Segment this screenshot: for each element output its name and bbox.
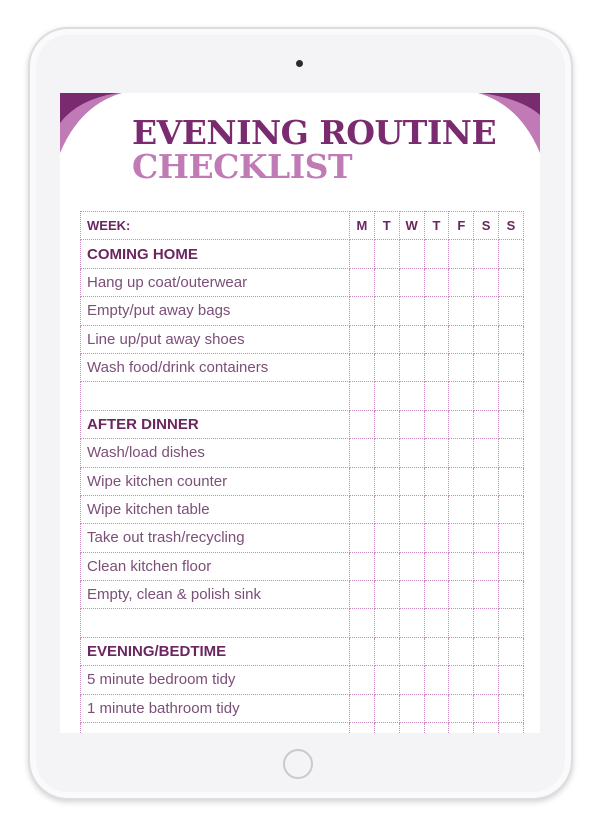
table-row (81, 694, 524, 722)
day-checkbox-cell[interactable] (350, 581, 375, 609)
day-checkbox-cell[interactable] (499, 637, 524, 665)
day-checkbox-cell[interactable] (399, 353, 424, 381)
day-checkbox-cell[interactable] (424, 552, 449, 580)
home-button[interactable] (283, 749, 313, 779)
day-checkbox-cell[interactable] (449, 723, 474, 733)
day-checkbox-cell[interactable] (350, 694, 375, 722)
day-checkbox-cell[interactable] (374, 694, 399, 722)
day-checkbox-cell[interactable] (424, 325, 449, 353)
section-heading: COMING HOME (81, 240, 350, 268)
day-checkbox-cell[interactable] (399, 467, 424, 495)
day-checkbox-cell[interactable] (424, 609, 449, 637)
day-checkbox-cell[interactable] (374, 240, 399, 268)
day-checkbox-cell[interactable] (474, 495, 499, 523)
task-label: Clean kitchen floor (81, 552, 350, 580)
day-checkbox-cell[interactable] (499, 694, 524, 722)
day-checkbox-cell[interactable] (374, 666, 399, 694)
day-checkbox-cell[interactable] (449, 581, 474, 609)
task-label: 1 minute bathroom tidy (81, 694, 350, 722)
day-checkbox-cell[interactable] (449, 240, 474, 268)
section-heading: AFTER DINNER (81, 410, 350, 438)
day-checkbox-cell[interactable] (449, 467, 474, 495)
table-row (81, 467, 524, 495)
day-checkbox-cell[interactable] (424, 240, 449, 268)
day-checkbox-cell[interactable] (474, 467, 499, 495)
day-checkbox-cell[interactable] (399, 666, 424, 694)
day-checkbox-cell[interactable] (350, 325, 375, 353)
checklist-table (80, 211, 524, 733)
table-row (81, 609, 524, 637)
day-checkbox-cell[interactable] (374, 325, 399, 353)
day-checkbox-cell[interactable] (374, 552, 399, 580)
day-checkbox-cell[interactable] (449, 353, 474, 381)
day-checkbox-cell[interactable] (350, 495, 375, 523)
day-checkbox-cell[interactable] (350, 410, 375, 438)
task-label: Empty, clean & polish sink (81, 581, 350, 609)
table-row (81, 552, 524, 580)
day-checkbox-cell[interactable] (474, 382, 499, 410)
day-header: T (424, 212, 449, 240)
day-checkbox-cell[interactable] (499, 439, 524, 467)
day-checkbox-cell[interactable] (374, 268, 399, 296)
table-row (81, 439, 524, 467)
table-row (81, 382, 524, 410)
table-row (81, 325, 524, 353)
day-checkbox-cell[interactable] (499, 495, 524, 523)
day-checkbox-cell[interactable] (399, 637, 424, 665)
day-header: M (350, 212, 375, 240)
day-checkbox-cell[interactable] (424, 495, 449, 523)
day-checkbox-cell[interactable] (474, 325, 499, 353)
day-checkbox-cell[interactable] (374, 495, 399, 523)
day-checkbox-cell[interactable] (399, 410, 424, 438)
table-row (81, 268, 524, 296)
task-label (81, 609, 350, 637)
task-label: 5 minute bedroom tidy (81, 666, 350, 694)
day-checkbox-cell[interactable] (474, 637, 499, 665)
day-checkbox-cell[interactable] (399, 240, 424, 268)
day-checkbox-cell[interactable] (399, 694, 424, 722)
day-checkbox-cell[interactable] (424, 439, 449, 467)
page-title: EVENING ROUTINE (132, 113, 497, 152)
day-checkbox-cell[interactable] (499, 297, 524, 325)
day-checkbox-cell[interactable] (374, 382, 399, 410)
day-checkbox-cell[interactable] (424, 524, 449, 552)
day-checkbox-cell[interactable] (374, 581, 399, 609)
table-row (81, 353, 524, 381)
day-checkbox-cell[interactable] (499, 609, 524, 637)
day-checkbox-cell[interactable] (350, 637, 375, 665)
day-checkbox-cell[interactable] (449, 297, 474, 325)
day-checkbox-cell[interactable] (499, 524, 524, 552)
day-checkbox-cell[interactable] (424, 353, 449, 381)
day-checkbox-cell[interactable] (350, 552, 375, 580)
day-checkbox-cell[interactable] (350, 268, 375, 296)
day-checkbox-cell[interactable] (474, 439, 499, 467)
day-checkbox-cell[interactable] (399, 382, 424, 410)
day-checkbox-cell[interactable] (350, 524, 375, 552)
section-heading-row (81, 240, 524, 268)
day-checkbox-cell[interactable] (449, 609, 474, 637)
day-checkbox-cell[interactable] (399, 297, 424, 325)
day-checkbox-cell[interactable] (449, 694, 474, 722)
day-checkbox-cell[interactable] (350, 439, 375, 467)
task-label: Wipe kitchen counter (81, 467, 350, 495)
day-checkbox-cell[interactable] (399, 495, 424, 523)
day-checkbox-cell[interactable] (424, 723, 449, 733)
day-checkbox-cell[interactable] (350, 382, 375, 410)
day-checkbox-cell[interactable] (474, 581, 499, 609)
day-checkbox-cell[interactable] (449, 382, 474, 410)
task-label: Empty/put away bags (81, 297, 350, 325)
day-header: S (474, 212, 499, 240)
day-checkbox-cell[interactable] (399, 439, 424, 467)
day-checkbox-cell[interactable] (424, 382, 449, 410)
table-row (81, 495, 524, 523)
day-checkbox-cell[interactable] (474, 297, 499, 325)
day-checkbox-cell[interactable] (399, 581, 424, 609)
day-checkbox-cell[interactable] (424, 581, 449, 609)
day-checkbox-cell[interactable] (449, 524, 474, 552)
task-label (81, 723, 350, 733)
day-checkbox-cell[interactable] (424, 268, 449, 296)
day-checkbox-cell[interactable] (374, 637, 399, 665)
day-checkbox-cell[interactable] (350, 723, 375, 733)
header-row (81, 212, 524, 240)
day-checkbox-cell[interactable] (499, 410, 524, 438)
day-checkbox-cell[interactable] (474, 353, 499, 381)
day-checkbox-cell[interactable] (350, 297, 375, 325)
day-checkbox-cell[interactable] (499, 723, 524, 733)
day-checkbox-cell[interactable] (399, 268, 424, 296)
day-checkbox-cell[interactable] (449, 268, 474, 296)
section-heading-row (81, 637, 524, 665)
day-checkbox-cell[interactable] (474, 694, 499, 722)
table-row (81, 723, 524, 733)
day-checkbox-cell[interactable] (499, 240, 524, 268)
day-checkbox-cell[interactable] (399, 723, 424, 733)
day-checkbox-cell[interactable] (374, 353, 399, 381)
day-header: S (499, 212, 524, 240)
checklist-page (60, 93, 540, 733)
day-checkbox-cell[interactable] (474, 609, 499, 637)
task-label: Wipe kitchen table (81, 495, 350, 523)
task-label: Take out trash/recycling (81, 524, 350, 552)
table-row (81, 524, 524, 552)
day-checkbox-cell[interactable] (499, 353, 524, 381)
day-checkbox-cell[interactable] (499, 268, 524, 296)
day-checkbox-cell[interactable] (474, 552, 499, 580)
day-checkbox-cell[interactable] (399, 325, 424, 353)
day-checkbox-cell[interactable] (474, 524, 499, 552)
camera-icon (296, 60, 303, 67)
day-checkbox-cell[interactable] (499, 581, 524, 609)
day-checkbox-cell[interactable] (449, 410, 474, 438)
day-checkbox-cell[interactable] (449, 325, 474, 353)
day-checkbox-cell[interactable] (399, 552, 424, 580)
day-checkbox-cell[interactable] (350, 467, 375, 495)
day-checkbox-cell[interactable] (499, 467, 524, 495)
day-checkbox-cell[interactable] (350, 609, 375, 637)
day-checkbox-cell[interactable] (424, 410, 449, 438)
day-checkbox-cell[interactable] (424, 297, 449, 325)
table-row (81, 581, 524, 609)
day-checkbox-cell[interactable] (449, 666, 474, 694)
day-checkbox-cell[interactable] (374, 297, 399, 325)
day-checkbox-cell[interactable] (474, 240, 499, 268)
day-checkbox-cell[interactable] (399, 609, 424, 637)
day-checkbox-cell[interactable] (374, 723, 399, 733)
day-checkbox-cell[interactable] (374, 439, 399, 467)
task-label: Wash/load dishes (81, 439, 350, 467)
day-checkbox-cell[interactable] (350, 353, 375, 381)
day-checkbox-cell[interactable] (449, 439, 474, 467)
day-header: F (449, 212, 474, 240)
day-header: T (374, 212, 399, 240)
day-checkbox-cell[interactable] (474, 723, 499, 733)
corner-decoration-left (60, 93, 130, 153)
day-checkbox-cell[interactable] (399, 524, 424, 552)
week-label[interactable]: WEEK: (81, 212, 350, 240)
day-checkbox-cell[interactable] (449, 495, 474, 523)
day-checkbox-cell[interactable] (499, 325, 524, 353)
task-label (81, 382, 350, 410)
section-heading-row (81, 410, 524, 438)
day-checkbox-cell[interactable] (499, 666, 524, 694)
day-checkbox-cell[interactable] (374, 410, 399, 438)
day-checkbox-cell[interactable] (499, 552, 524, 580)
day-checkbox-cell[interactable] (374, 467, 399, 495)
section-heading: EVENING/BEDTIME (81, 637, 350, 665)
task-label: Wash food/drink containers (81, 353, 350, 381)
day-checkbox-cell[interactable] (474, 666, 499, 694)
day-checkbox-cell[interactable] (424, 467, 449, 495)
day-checkbox-cell[interactable] (499, 382, 524, 410)
table-row (81, 666, 524, 694)
day-checkbox-cell[interactable] (449, 552, 474, 580)
page-subtitle: CHECKLIST (132, 147, 353, 186)
day-checkbox-cell[interactable] (350, 666, 375, 694)
day-checkbox-cell[interactable] (424, 637, 449, 665)
day-checkbox-cell[interactable] (374, 609, 399, 637)
day-checkbox-cell[interactable] (424, 694, 449, 722)
day-checkbox-cell[interactable] (449, 637, 474, 665)
day-checkbox-cell[interactable] (474, 268, 499, 296)
task-label: Line up/put away shoes (81, 325, 350, 353)
table-row (81, 297, 524, 325)
day-header: W (399, 212, 424, 240)
day-checkbox-cell[interactable] (350, 240, 375, 268)
day-checkbox-cell[interactable] (374, 524, 399, 552)
day-checkbox-cell[interactable] (474, 410, 499, 438)
day-checkbox-cell[interactable] (424, 666, 449, 694)
task-label: Hang up coat/outerwear (81, 268, 350, 296)
